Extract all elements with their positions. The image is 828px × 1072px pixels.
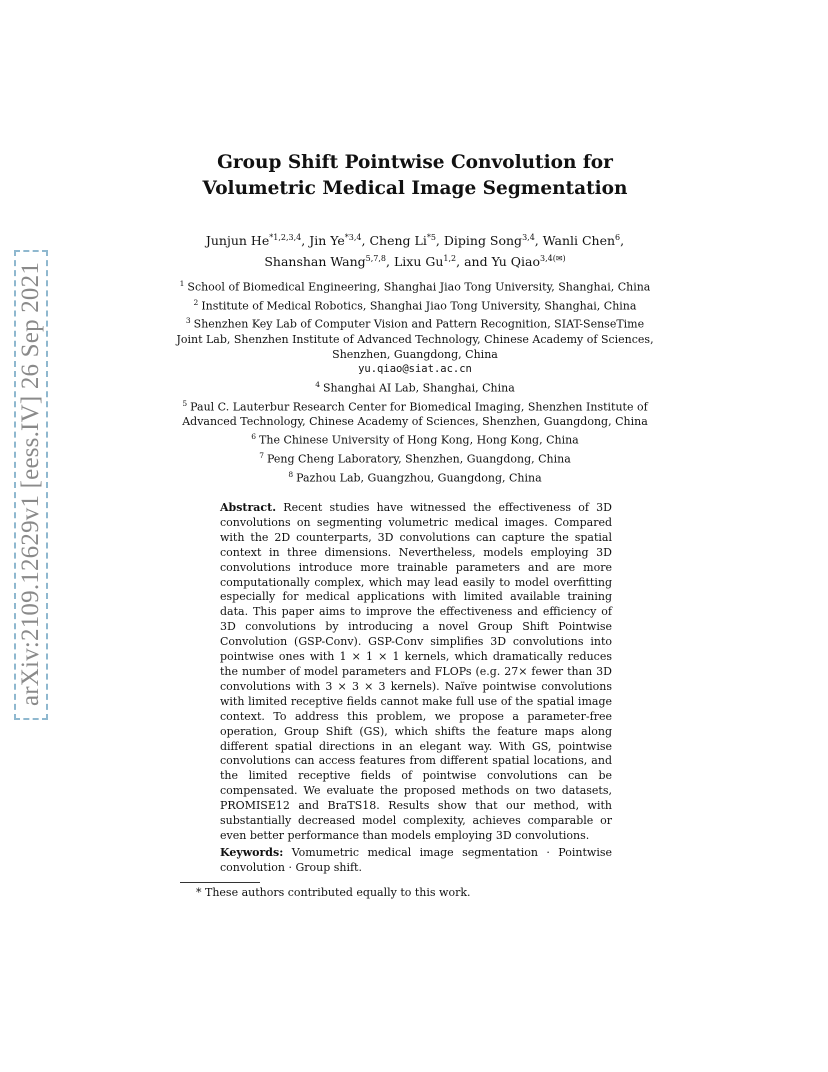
keywords-label: Keywords: <box>220 846 284 859</box>
footnote <box>196 886 471 900</box>
contact-email[interactable]: yu.qiao@siat.ac.cn <box>358 362 472 375</box>
abstract-label: Abstract. <box>220 501 277 514</box>
affiliation-line: $^2$ Institute of Medical Robotics, Shanghai Jiao Tong University, Shanghai, China <box>193 297 637 313</box>
author-diping-song: Diping Song$^{3,4}$, <box>443 233 543 249</box>
abstract-text: Recent studies have witnessed the effectiveness of 3D convolutions on segmenting volumetric medical images. Compared with the 2D counterparts, 3D convolutions can capture the spatial context in three dimensions. Nevertheless, models employing 3D convolutions introduce more trainable parameters and are more computationally complex, which may lead easily to model overfitting especially for medical applications with limited available training data. This paper aims to improve the effectiveness and efficiency of 3D convolutions by introducing a novel Group Shift Pointwise Convolution (GSP-Conv). GSP-Conv simplifies 3D convolutions into pointwise ones with 1 × 1 × 1 kernels, which dramatically reduces the number of model parameters and FLOPs (e.g. 27× fewer than 3D convolutions with 3 × 3 × 3 kernels). Naïve pointwise convolutions with limited receptive fields cannot make full use of the spatial image context. To address this problem, we propose a parameter-free operation, Group Shift (GS), which shifts the feature maps along different spatial directions in an elegant way. With GS, pointwise convolutions can access features from different spatial locations, and the limited receptive fields of pointwise convolutions can be compensated. We evaluate the proposed methods on two datasets, PROMISE12 and BraTS18. Results show that our method, with substantially decreased model complexity, achieves comparable or even better performance than models employing 3D convolutions. <box>220 501 612 842</box>
arxiv-stamp: arXiv:2109.12629v1 [eess.IV] 26 Sep 2021 <box>17 261 44 707</box>
footnote-mark: * <box>196 886 202 899</box>
abstract <box>220 501 612 844</box>
affiliation-line: $^1$ School of Biomedical Engineering, Shanghai Jiao Tong University, Shanghai, China <box>179 279 651 294</box>
title-line-1: Group Shift Pointwise Convolution for <box>217 152 613 173</box>
affiliation-line: Advanced Technology, Chinese Academy of Sciences, Shenzhen, Guangdong, China <box>182 415 648 429</box>
affiliation-line: $^3$ Shenzhen Key Lab of Computer Vision and Pattern Recognition, SIAT-SenseTime <box>185 316 645 331</box>
footnote-text: These authors contributed equally to this work. <box>205 886 471 899</box>
affiliation-line: Shenzhen, Guangdong, China <box>332 347 498 361</box>
affiliation-list <box>170 276 660 485</box>
title-line-2: Volumetric Medical Image Segmentation <box>202 178 628 199</box>
affiliation-line: $^8$ Pazhou Lab, Guangzhou, Guangdong, China <box>288 469 542 485</box>
author-list <box>180 229 650 271</box>
author-lixu-gu: Lixu Gu$^{1,2}$, and <box>393 254 492 270</box>
affiliation-line: $^5$ Paul C. Lauterbur Research Center for Biomedical Imaging, Shenzhen Institute of <box>182 398 648 414</box>
author-wanli-chen: Wanli Chen$^6$, <box>542 233 625 249</box>
keywords <box>220 846 612 876</box>
keywords-text: Vomumetric medical image segmentation · Pointwise convolution · Group shift. <box>220 846 612 874</box>
affiliation-line: Joint Lab, Shenzhen Institute of Advanced Technology, Chinese Academy of Sciences, <box>176 332 654 346</box>
affiliation-line: $^6$ The Chinese University of Hong Kong, Hong Kong, China <box>251 432 579 447</box>
author-cheng-li: Cheng Li$^{*5}$, <box>369 233 444 249</box>
author-junjun-he: Junjun He$^{*1,2,3,4}$, <box>205 233 310 249</box>
author-yu-qiao: Yu Qiao$^{3,4(✉)}$ <box>491 254 566 270</box>
affiliation-line: $^7$ Peng Cheng Laboratory, Shenzhen, Guangdong, China <box>259 450 571 466</box>
author-shanshan-wang: Shanshan Wang$^{5,7,8}$, <box>264 254 394 270</box>
paper-title <box>150 150 680 202</box>
footnote-rule <box>180 882 260 883</box>
author-jin-ye: Jin Ye$^{*3,4}$, <box>309 233 370 249</box>
affiliation-line: $^4$ Shanghai AI Lab, Shanghai, China <box>315 379 515 395</box>
